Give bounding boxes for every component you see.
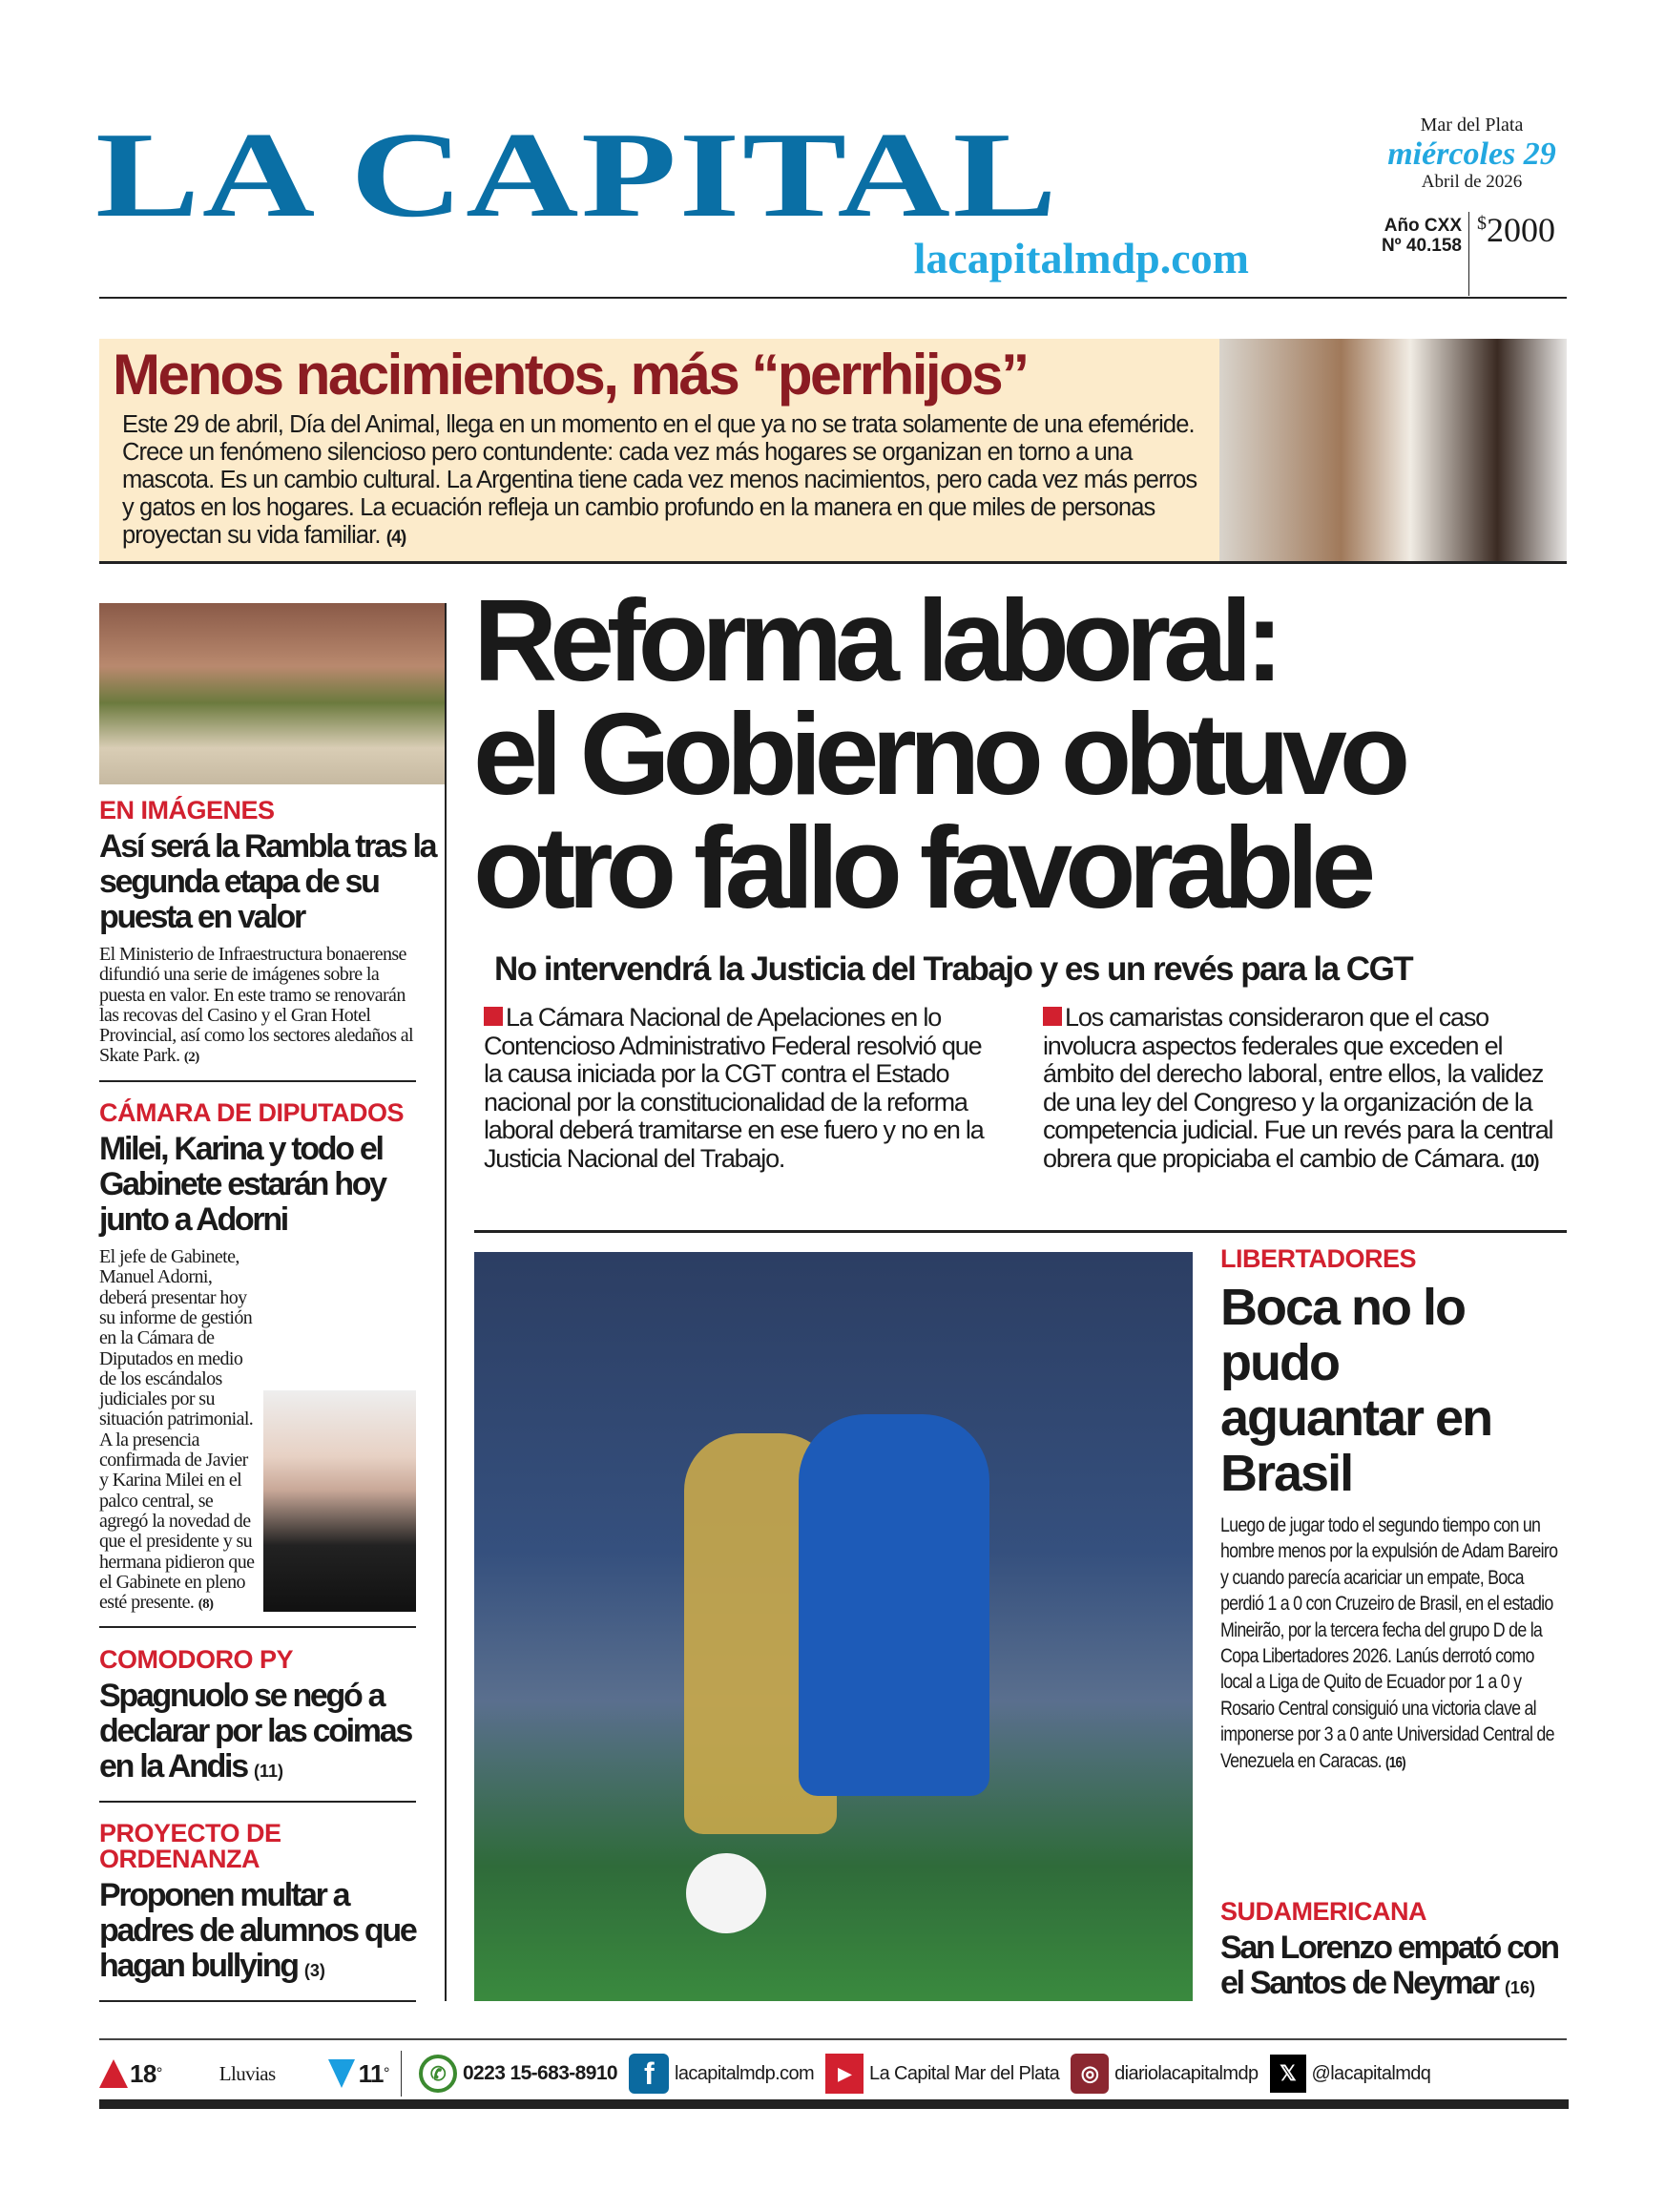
kicker: PROYECTO DE ORDENANZA	[99, 1818, 281, 1873]
headline[interactable]: Boca no lo pudo aguantar en Brasil	[1220, 1279, 1492, 1502]
page-ref: (16)	[1385, 1753, 1405, 1771]
kicker: LIBERTADORES	[1220, 1244, 1417, 1273]
website-link[interactable]: lacapitalmdp.com	[913, 234, 1249, 282]
body-text: El jefe de Gabinete, Manuel Adorni, deberá presentar hoy su informe de gestión en la Cámara de Diputados en medio de los escándalos judiciales por su situación patrimonial. A la presencia confirmada de Javier y Karina Milei en el palco central, se agregó la novedad de que el presidente y su hermana pidieron que el Gabinete en pleno esté presente.	[99, 1246, 255, 1614]
headline[interactable]: Proponen multar a padres de alumnos que hagan bullying	[99, 1876, 416, 1984]
story-bullying[interactable]	[99, 1818, 416, 2002]
bottom-bar	[99, 2099, 1569, 2109]
temp-min: 11	[358, 2058, 384, 2088]
price	[1477, 210, 1555, 250]
degree: °	[156, 2064, 162, 2082]
divider	[99, 2038, 1567, 2040]
headline[interactable]: Milei, Karina y todo el Gabinete estarán hoy junto a Adorni	[99, 1131, 385, 1239]
headline-line: Reforma laboral:	[473, 575, 1277, 705]
facebook-icon[interactable]: f	[629, 2054, 669, 2094]
story-san-lorenzo[interactable]	[1220, 1899, 1569, 2006]
temp-max: 18	[130, 2058, 156, 2088]
divider	[401, 2051, 402, 2097]
youtube-link[interactable]: La Capital Mar del Plata	[869, 2062, 1060, 2084]
column-text: Los camaristas consideraron que el caso involucra aspectos federales que exceden el ámbito del derecho laboral, entre ellos, la validez de una ley del Congreso y la organización de la competencia judicial. Fue un revés para la central obrera que propiciaba el cambio de Cámara.	[1043, 1003, 1553, 1173]
main-headline[interactable]	[473, 575, 1404, 932]
page-ref: (4)	[385, 528, 406, 548]
body	[99, 1247, 416, 1615]
divider	[99, 297, 1567, 299]
weekday: miércoles 29	[1387, 136, 1556, 172]
main-column-1	[484, 1004, 1004, 1173]
currency: $	[1477, 213, 1487, 234]
story-spagnuolo[interactable]	[99, 1644, 416, 1803]
kicker: SUDAMERICANA	[1220, 1897, 1426, 1926]
feature-text: Este 29 de abril, Día del Animal, llega en un momento en el que ya no se trata solamente de una efeméride. Crece un fenómeno silencioso pero contundente: cada vez más hogares se organizan en torno a una mascota. Es un cambio cultural. La Argentina tiene cada vez menos nacimientos, pero cada vez más perros y gatos en los hogares. La ecuación refleja un cambio profundo en la manera en que miles de personas proyectan su vida familiar.	[122, 411, 1197, 549]
facebook-link[interactable]: lacapitalmdp.com	[675, 2062, 815, 2084]
football-match-photo	[474, 1252, 1193, 2001]
feature-box[interactable]	[99, 339, 1219, 562]
month-year: Abril de 2026	[1421, 172, 1523, 193]
instagram-icon[interactable]: ◎	[1071, 2054, 1109, 2094]
x-icon[interactable]: 𝕏	[1270, 2055, 1306, 2093]
footer-bar	[99, 2050, 1569, 2097]
page-ref: (8)	[198, 1596, 214, 1613]
sports-column	[1220, 1246, 1569, 2006]
temp-min-icon	[328, 2059, 355, 2088]
instagram-link[interactable]: diariolacapitalmdp	[1114, 2062, 1259, 2084]
story-adorni[interactable]	[99, 1100, 416, 1628]
bullet-square	[484, 1007, 503, 1026]
left-column	[99, 798, 438, 2002]
page-ref: (3)	[303, 1960, 325, 1980]
whatsapp-icon[interactable]: ✆	[419, 2055, 457, 2093]
adorni-photo	[263, 1390, 416, 1612]
main-column-2	[1043, 1004, 1563, 1176]
divider	[474, 1230, 1567, 1233]
page-ref: (2)	[183, 1050, 199, 1066]
body-text: El Ministerio de Infraestructura bonaerense difundió una serie de imágenes sobre la puesta en valor. En este tramo se renovarán las recovas del Casino y el Gran Hotel Provincial, así como los sectores aledaños al Skate Park.	[99, 944, 414, 1067]
headline-line: otro fallo favorable	[473, 803, 1369, 932]
kicker: EN IMÁGENES	[99, 796, 275, 824]
story-rambla[interactable]	[99, 796, 436, 1082]
kicker: COMODORO PY	[99, 1644, 294, 1674]
edition-info	[1374, 216, 1462, 256]
column-divider	[445, 603, 447, 2001]
temp-max-icon	[99, 2059, 128, 2088]
main-subhead: No intervendrá la Justicia del Trabajo y es un revés para la CGT	[494, 950, 1413, 988]
rambla-render-image	[99, 603, 445, 784]
page-ref: (11)	[253, 1761, 283, 1781]
divider	[1468, 212, 1469, 296]
issue-number: Nº 40.158	[1381, 236, 1462, 256]
price-value: 2000	[1487, 211, 1555, 249]
column-text: La Cámara Nacional de Apelaciones en lo Contencioso Administrativo Federal resolvió que la causa iniciada por la CGT contra el Estado nacional por la constitucionalidad de la reforma laboral deberá tramitarse en ese fuero y no en la Justicia Nacional del Trabajo.	[484, 1003, 984, 1173]
year: Año CXX	[1384, 216, 1462, 236]
page-ref: (16)	[1504, 1978, 1535, 1997]
kicker: CÁMARA DE DIPUTADOS	[99, 1098, 404, 1128]
body	[99, 945, 428, 1069]
feature-title[interactable]: Menos nacimientos, más “perrhijos”	[113, 343, 1028, 407]
body-wrap	[1220, 1513, 1569, 1776]
bullet-square	[1043, 1007, 1062, 1026]
whatsapp-number[interactable]: 0223 15-683-8910	[462, 2062, 618, 2084]
page-ref: (10)	[1510, 1151, 1539, 1172]
cruzeiro-player	[799, 1414, 989, 1796]
headline[interactable]: San Lorenzo empató con el Santos de Neymar	[1220, 1930, 1558, 2001]
degree: °	[383, 2064, 389, 2082]
x-link[interactable]: @lacapitalmdq	[1311, 2062, 1431, 2084]
body-text: Luego de jugar todo el segundo tiempo con un hombre menos por la expulsión de Adam Bareiro y cuando parecía acariciar un empate, Boca perdió 1 a 0 con Cruzeiro de Brasil, en el estadio Mineirão, por la tercera fecha del grupo D de la Copa Libertadores 2026. Lanús derrotó como local a Liga de Quito de Ecuador por 1 a 0 y Rosario Central consiguió una victoria clave al imponerse por 3 a 0 ante Universidad Central de Venezuela en Caracas.	[1220, 1513, 1558, 1772]
headline-line: el Gobierno obtuvo	[473, 689, 1404, 819]
weather-label: Lluvias	[219, 2061, 276, 2085]
ball	[686, 1853, 766, 1933]
story-boca[interactable]	[1220, 1246, 1569, 1776]
city: Mar del Plata	[1420, 115, 1524, 136]
divider	[99, 561, 1567, 564]
logo: LA CAPITAL	[95, 107, 1060, 242]
body	[1220, 1513, 1569, 1776]
headline[interactable]: Spagnuolo se negó a declarar por las coimas en la Andis	[99, 1677, 411, 1784]
couple-dog-photo	[1219, 339, 1567, 562]
headline[interactable]: Así será la Rambla tras la segunda etapa de su puesta en valor	[99, 828, 436, 935]
youtube-icon[interactable]: ▶	[825, 2054, 864, 2094]
date-box	[1374, 115, 1570, 193]
feature-body	[122, 411, 1200, 552]
